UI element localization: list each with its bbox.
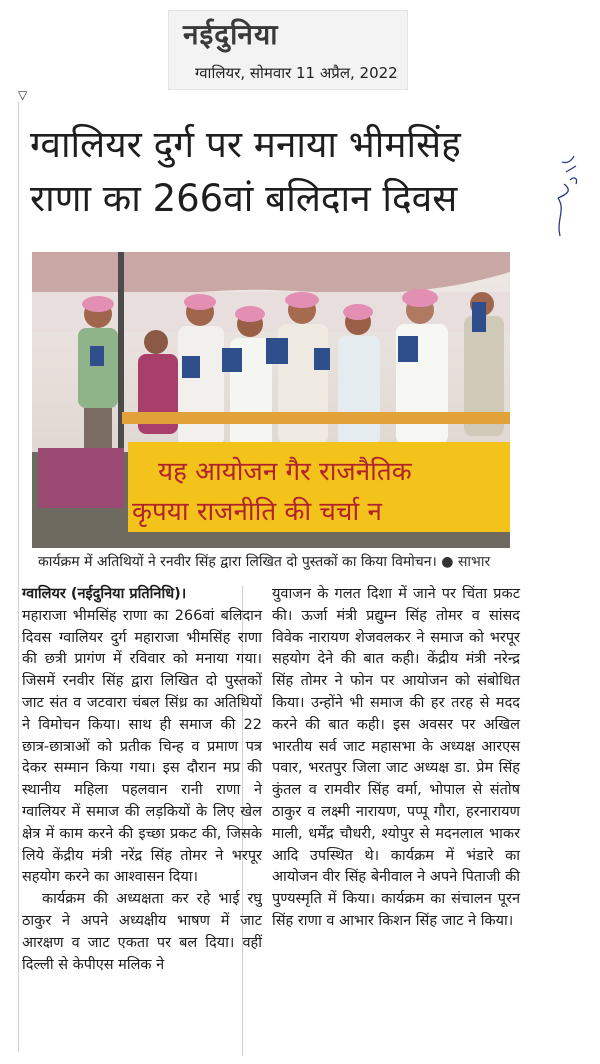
article-paragraph: महाराजा भीमसिंह राणा का 266वां बलिदान दिवस ग्वालियर दुर्ग महाराजा भीमसिंह राणा की छत्री प्रागंण में रविवार को मनाया गया। जिसमें रनवीर सिंह द्वारा लिखित दो पुस्तकों जाट संत व जटवारा चंबल सिंध्र का अतिथियों ने विमोचन किया। साथ ही समाज की 22 छात्र-छात्राओं को प्रतीक चिन्ह व प्रमाण पत्र देकर सम्मान किया गया। इस दौरान मप्र की स्थानीय महिला पहलवान रानी राणा ने ग्वालियर में समाज की लड़कियों के लिए खेल क्षेत्र में काम करने की इच्छा प्रकट की, जिसके लिये केंद्रीय मंत्री नरेंद्र सिंह तोमर ने भरपूर सहयोग करने का आश्वासन दिया। [22,607,262,886]
headline-line-1: ग्वालियर दुर्ग पर मनाया भीमसिंह [30,123,461,166]
dateline: ग्वालियर, सोमवार 11 अप्रैल, 2022 [195,64,398,82]
banner-line-1: यह आयोजन गैर राजनैतिक [158,457,412,487]
handwritten-page-note [548,150,588,240]
newspaper-masthead [168,10,408,90]
article-body [22,574,522,1054]
banner-line-2: कृपया राजनीति की चर्चा न [132,497,382,527]
photo-caption [38,552,518,571]
article-paragraph: युवाजन के गलत दिशा में जाने पर चिंता प्रकट की। ऊर्जा मंत्री प्रद्युम्न सिंह तोमर व सांसद विवेक नारायण शेजवलकर ने समाज को भरपूर सहयोग देने की बात कही। केंद्रीय मंत्री नरेन्द्र सिंह तोमर ने फोन पर आयोजन को संबोधित किया। उन्होंने भी समाज की हर तरह से मदद करने की बात कही। इस अवसर पर अखिल भारतीय सर्व जाट महासभा के अध्यक्ष आरएस पवार, भरतपुर जिला जाट अध्यक्ष डा. प्रेम सिंह कुंतल व रामवीर सिंह वर्मा, भोपाल से संतोष ठाकुर व लक्ष्मी नारायण, पप्पू गौरा, हरनारायण माली, धर्मेंद्र चौधरी, श्योपुर से मदनलाल भाकर आदि उपस्थित थे। कार्यक्रम में भंडारे का आयोजन वीर सिंह बेनीवाल ने अपने पिताजी की पुण्यस्मृति में किया। कार्यक्रम का संचालन पूरन सिंह राणा व आभार किशन सिंह जाट ने किया। [272,586,520,929]
article-paragraph: कार्यक्रम की अध्यक्षता कर रहे भाई रघु ठाकुर ने अपने अध्यक्षीय भाषण में जाट आरक्षण व जाट एकता पर बल दिया। वहीं दिल्ली से केपीएस मलिक ने [22,891,262,973]
caption-text: कार्यक्रम में अतिथियों ने रनवीर सिंह द्वारा लिखित दो पुस्तकों का किया विमोचन। [38,554,437,570]
article-headline [30,118,520,226]
article-column-left [22,584,262,976]
article-byline: ग्वालियर (नईदुनिया प्रतिनिधि)। [22,586,187,602]
event-photo [32,252,510,548]
newspaper-logo: नईदुनिया [183,18,279,51]
headline-line-2: राणा का 266वां बलिदान दिवस [30,177,458,220]
article-column-right [272,584,520,933]
clipping-corner-mark: ▽ [18,88,28,102]
photo-credit: ● साभार [441,554,491,570]
